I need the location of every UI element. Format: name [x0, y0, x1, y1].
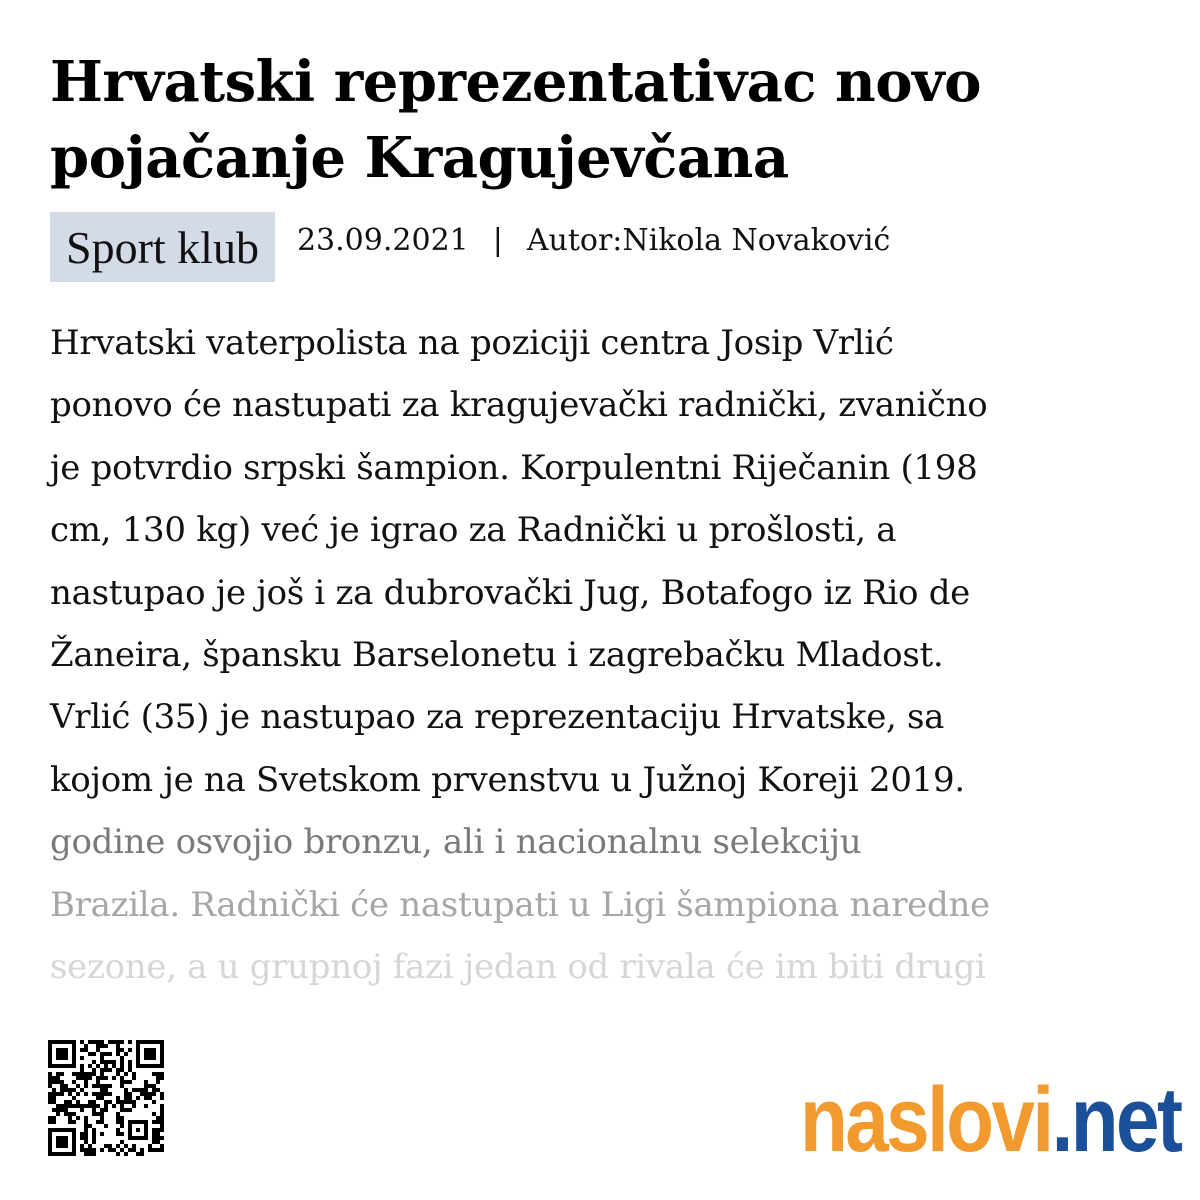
article-title: Hrvatski reprezentativac novo pojačanje Kragujevčana [50, 49, 981, 191]
body-line: cm, 130 kg) već je igrao za Radnički u prošlosti, a [50, 510, 897, 551]
body-line: Hrvatski vaterpolista na poziciji centra Josip Vrlić [50, 323, 894, 363]
article-body [50, 312, 1160, 998]
qr-code-icon[interactable] [48, 1040, 164, 1156]
body-line: ponovo će nastupati za kragujevački radnički, zvanično [50, 385, 988, 426]
article-meta [50, 212, 890, 282]
body-line: Vrlić (35) je nastupao za reprezentaciju Hrvatske, sa [50, 697, 945, 738]
publish-date: 23.09.2021 [296, 222, 469, 258]
author-name: Autor:Nikola Novaković [526, 222, 891, 258]
body-line: je potvrdio srpski šampion. Korpulentni Riječanin (198 [50, 447, 978, 488]
body-line: nastupao je još i za dubrovački Jug, Botafogo iz Rio de [50, 572, 970, 613]
source-badge[interactable]: Sport klub [50, 212, 275, 282]
body-line: kojom je na Svetskom prvenstvu u Južnoj Koreji 2019. [50, 759, 965, 800]
body-line: Brazila. Radnički će nastupati u Ligi šampiona naredne [50, 884, 990, 925]
body-line: godine osvojio bronzu, ali i nacionalnu selekciju [50, 822, 862, 863]
logo-text-net: .net [1051, 1069, 1181, 1171]
logo-text-naslovi: naslovi [800, 1069, 1052, 1171]
meta-separator: | [492, 222, 503, 258]
body-line: Žaneira, špansku Barselonetu i zagrebačku Mladost. [50, 634, 944, 675]
naslovi-net-logo[interactable] [800, 1068, 1181, 1171]
body-line: sezone, a u grupnoj fazi jedan od rivala će im biti drugi [50, 946, 986, 987]
